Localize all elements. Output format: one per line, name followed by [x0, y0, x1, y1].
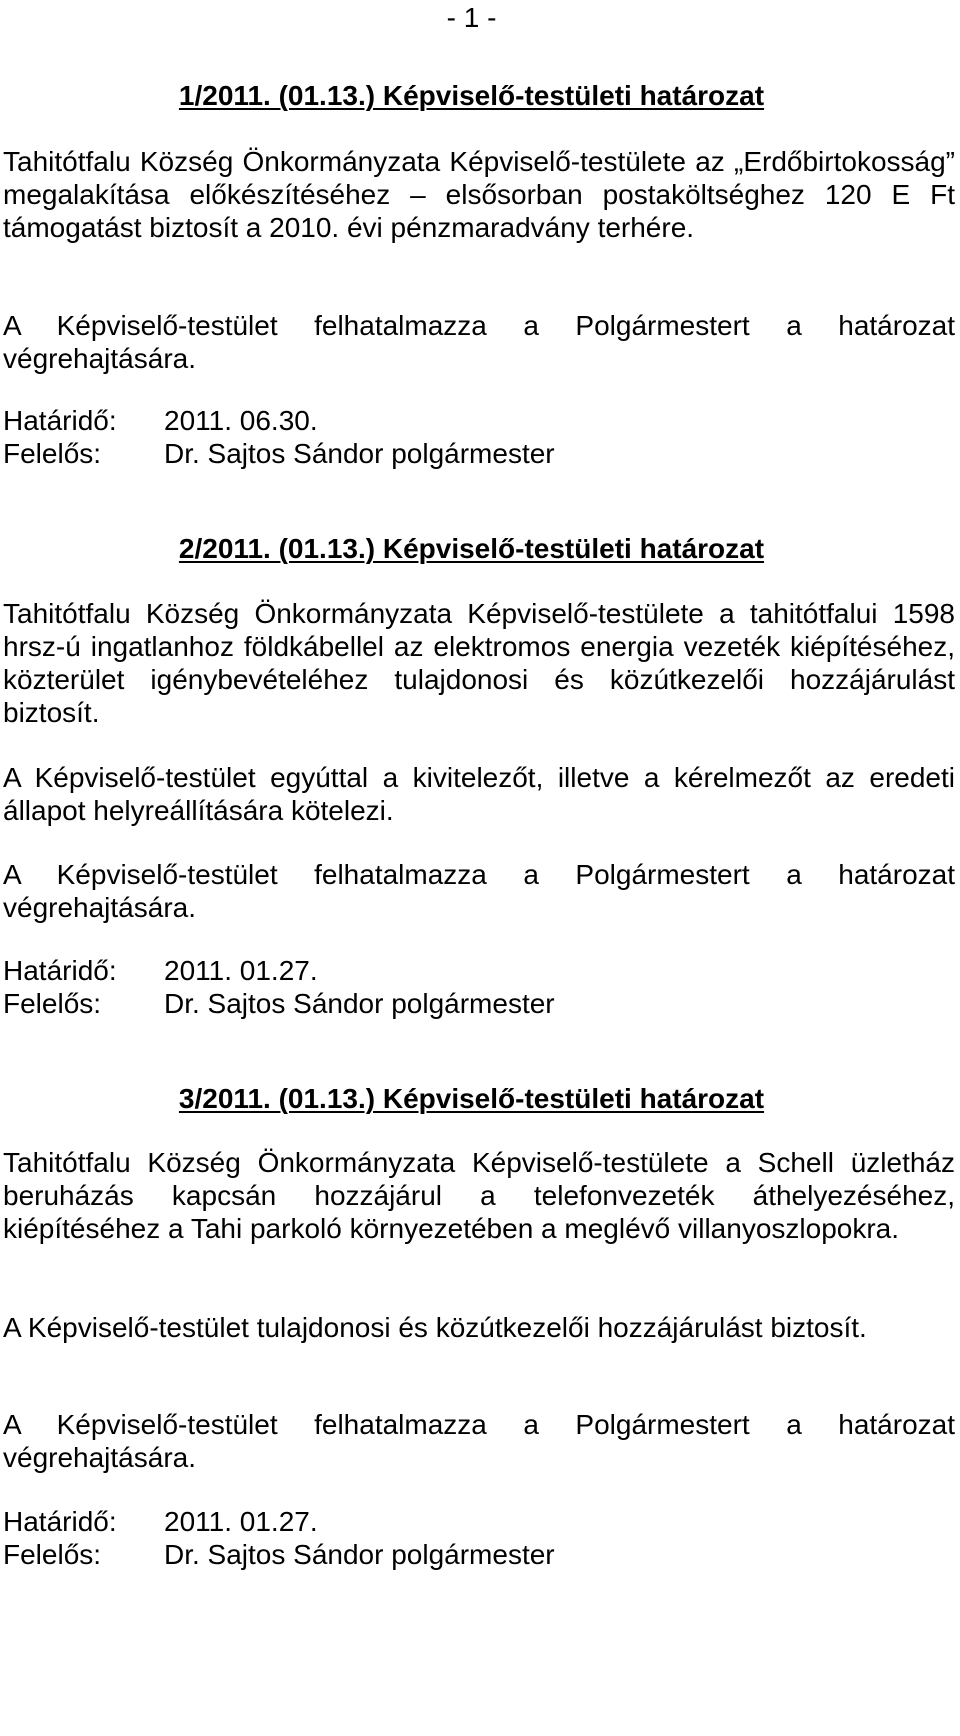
resolution-2-title: 2/2011. (01.13.) Képviselő-testületi határozat — [178, 533, 765, 564]
responsible-label: Felelős: — [3, 988, 102, 1019]
resolution-1-title: 1/2011. (01.13.) Képviselő-testületi határozat — [178, 80, 765, 111]
resolution-2-paragraph-2: A Képviselő-testület egyúttal a kivitelezőt, illetve a kérelmezőt az eredeti állapot helyreállítására kötelezi. — [3, 762, 955, 826]
document-page — [3, 0, 958, 1736]
resolution-3-title: 3/2011. (01.13.) Képviselő-testületi határozat — [178, 1083, 765, 1114]
responsible-label: Felelős: — [3, 1539, 102, 1570]
deadline-label: Határidő: — [3, 955, 117, 986]
deadline-value: 2011. 01.27. — [164, 955, 318, 986]
resolution-3-paragraph-1: Tahitótfalu Község Önkormányzata Képviselő-testülete a Schell üzletház beruházás kapcsán hozzájárul a telefonvezeték áthelyezéséhez, kiépítéséhez a Tahi parkoló környezetében a meglévő villanyoszlopokra. — [3, 1147, 955, 1244]
resolution-3-paragraph-2: A Képviselő-testület tulajdonosi és közútkezelői hozzájárulást biztosít. — [3, 1312, 867, 1343]
resolution-2-responsible-row — [3, 987, 955, 1020]
resolution-1-deadline-row — [3, 404, 955, 437]
deadline-value: 2011. 01.27. — [164, 1506, 318, 1537]
resolution-3-paragraph-3: A Képviselő-testület felhatalmazza a Polgármestert a határozat végrehajtására. — [3, 1409, 955, 1473]
responsible-label: Felelős: — [3, 438, 102, 469]
deadline-label: Határidő: — [3, 1506, 117, 1537]
resolution-1-responsible-row — [3, 437, 955, 470]
deadline-label: Határidő: — [3, 405, 117, 436]
responsible-value: Dr. Sajtos Sándor polgármester — [164, 1539, 555, 1570]
resolution-1-paragraph-1: Tahitótfalu Község Önkormányzata Képviselő-testülete az „Erdőbirtokosság” megalakítása előkészítéséhez – elsősorban postaköltséghez 120 E Ft támogatást biztosít a 2010. évi pénzmaradvány terhére. — [3, 146, 955, 243]
deadline-value: 2011. 06.30. — [164, 405, 318, 436]
resolution-3-deadline-row — [3, 1505, 955, 1538]
resolution-2-deadline-row — [3, 954, 955, 987]
page-number: - 1 - — [446, 2, 497, 33]
resolution-2-paragraph-3: A Képviselő-testület felhatalmazza a Polgármestert a határozat végrehajtására. — [3, 859, 955, 923]
responsible-value: Dr. Sajtos Sándor polgármester — [164, 438, 555, 469]
resolution-1-paragraph-2: A Képviselő-testület felhatalmazza a Polgármestert a határozat végrehajtására. — [3, 310, 955, 374]
resolution-2-paragraph-1: Tahitótfalu Község Önkormányzata Képviselő-testülete a tahitótfalui 1598 hrsz-ú ingatlanhoz földkábellel az elektromos energia vezeték kiépítéséhez, közterület igénybevételéhez tulajdonosi és közútkezelői hozzájárulást biztosít. — [3, 598, 955, 728]
resolution-3-responsible-row — [3, 1538, 955, 1571]
responsible-value: Dr. Sajtos Sándor polgármester — [164, 988, 555, 1019]
